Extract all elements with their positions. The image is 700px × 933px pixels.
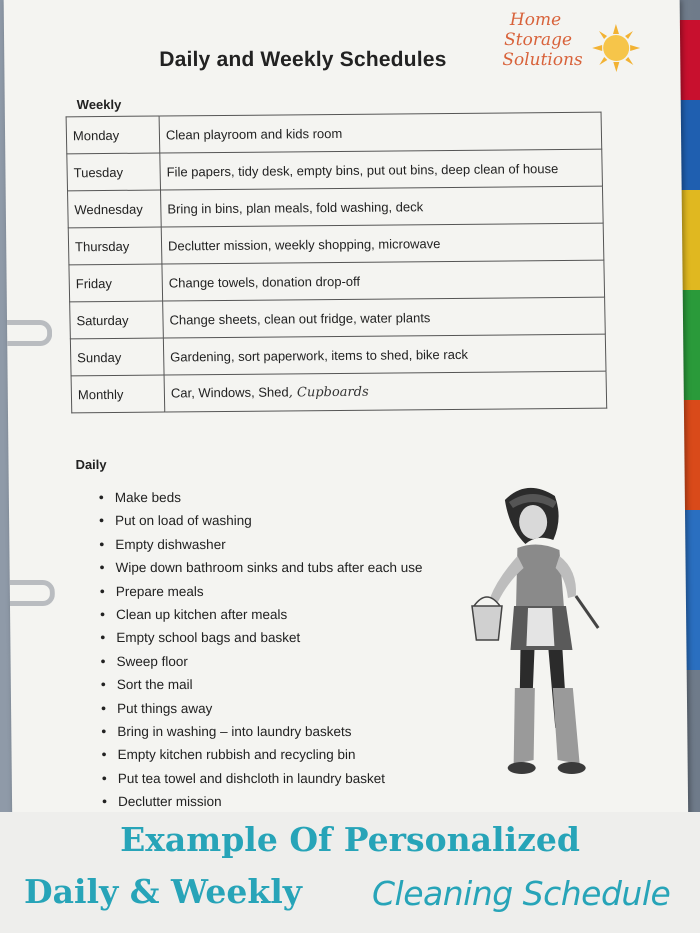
list-item: • Put things away — [101, 697, 424, 720]
tasks-text: Change sheets, clean out fridge, water plants — [169, 309, 431, 327]
handwritten-note: , Cupboards — [288, 384, 369, 401]
list-item: • Empty kitchen rubbish and recycling bin — [101, 743, 424, 766]
list-item: • Put tea towel and dishcloth in laundry basket — [102, 767, 425, 790]
tasks-text: Clean playroom and kids room — [165, 125, 343, 142]
table-row — [68, 186, 604, 228]
list-item: • Declutter mission — [102, 790, 425, 813]
day-cell: Tuesday — [67, 153, 161, 191]
tasks-cell — [159, 112, 602, 153]
schedule-page — [4, 0, 689, 830]
daily-task-list — [99, 486, 425, 813]
day-cell: Monthly — [71, 375, 165, 413]
list-item: • Empty school bags and basket — [100, 626, 423, 649]
tasks-text: Gardening, sort paperwork, items to shed, bike rack — [170, 346, 469, 364]
tasks-cell — [161, 223, 604, 264]
tasks-cell — [163, 297, 606, 338]
binder-ring-top — [7, 320, 52, 346]
list-item: • Sort the mail — [101, 673, 424, 696]
list-item: • Sweep floor — [100, 650, 423, 673]
banner-line-2: Daily & Weekly — [24, 872, 302, 911]
tasks-text: Change towels, donation drop-off — [168, 273, 361, 290]
weekly-heading: Weekly — [76, 97, 122, 112]
table-row — [66, 112, 602, 154]
binder-ring-bottom — [10, 580, 55, 606]
banner-line-1: Example Of Personalized — [120, 820, 580, 859]
tasks-cell — [164, 371, 607, 412]
tasks-cell — [161, 186, 604, 227]
tasks-text: Bring in bins, plan meals, fold washing, deck — [167, 198, 424, 216]
day-cell: Monday — [66, 116, 160, 154]
tasks-text: File papers, tidy desk, empty bins, put out bins, deep clean of house — [166, 160, 559, 179]
day-cell: Wednesday — [68, 190, 162, 228]
tasks-cell — [162, 260, 605, 301]
weekly-schedule-table — [66, 112, 608, 414]
list-item: • Clean up kitchen after meals — [100, 603, 423, 626]
day-cell: Sunday — [70, 338, 164, 376]
list-item: • Wipe down bathroom sinks and tubs after each use — [99, 556, 422, 579]
list-item: • Prepare meals — [100, 580, 423, 603]
list-item: • Empty dishwasher — [99, 533, 422, 556]
table-row — [68, 223, 604, 265]
table-row — [71, 371, 607, 413]
list-item: • Make beds — [99, 486, 422, 509]
cleaning-girl-illustration — [467, 478, 620, 778]
page-title: Daily and Weekly Schedules — [159, 48, 447, 71]
table-row — [70, 297, 606, 339]
table-row — [70, 334, 606, 376]
table-row — [67, 149, 603, 191]
home-storage-solutions-logo — [502, 8, 653, 84]
banner-line-2-script: Cleaning Schedule — [372, 874, 671, 913]
logo-line-1: Home — [509, 10, 562, 30]
daily-heading: Daily — [75, 457, 107, 472]
day-cell: Friday — [69, 264, 163, 302]
table-row — [69, 260, 605, 302]
tasks-cell — [160, 149, 603, 190]
caption-banner — [0, 812, 700, 933]
list-item: • Put on load of washing — [99, 509, 422, 532]
tasks-cell — [163, 334, 606, 375]
day-cell: Thursday — [68, 227, 162, 265]
day-cell: Saturday — [70, 301, 164, 339]
logo-line-2: Storage — [503, 30, 573, 50]
list-item: • Bring in washing – into laundry baskets — [101, 720, 424, 743]
sun-icon — [592, 24, 641, 72]
logo-line-3: Solutions — [502, 50, 583, 70]
tasks-text: Car, Windows, Shed — [170, 384, 289, 401]
tasks-text: Declutter mission, weekly shopping, microwave — [167, 235, 441, 253]
